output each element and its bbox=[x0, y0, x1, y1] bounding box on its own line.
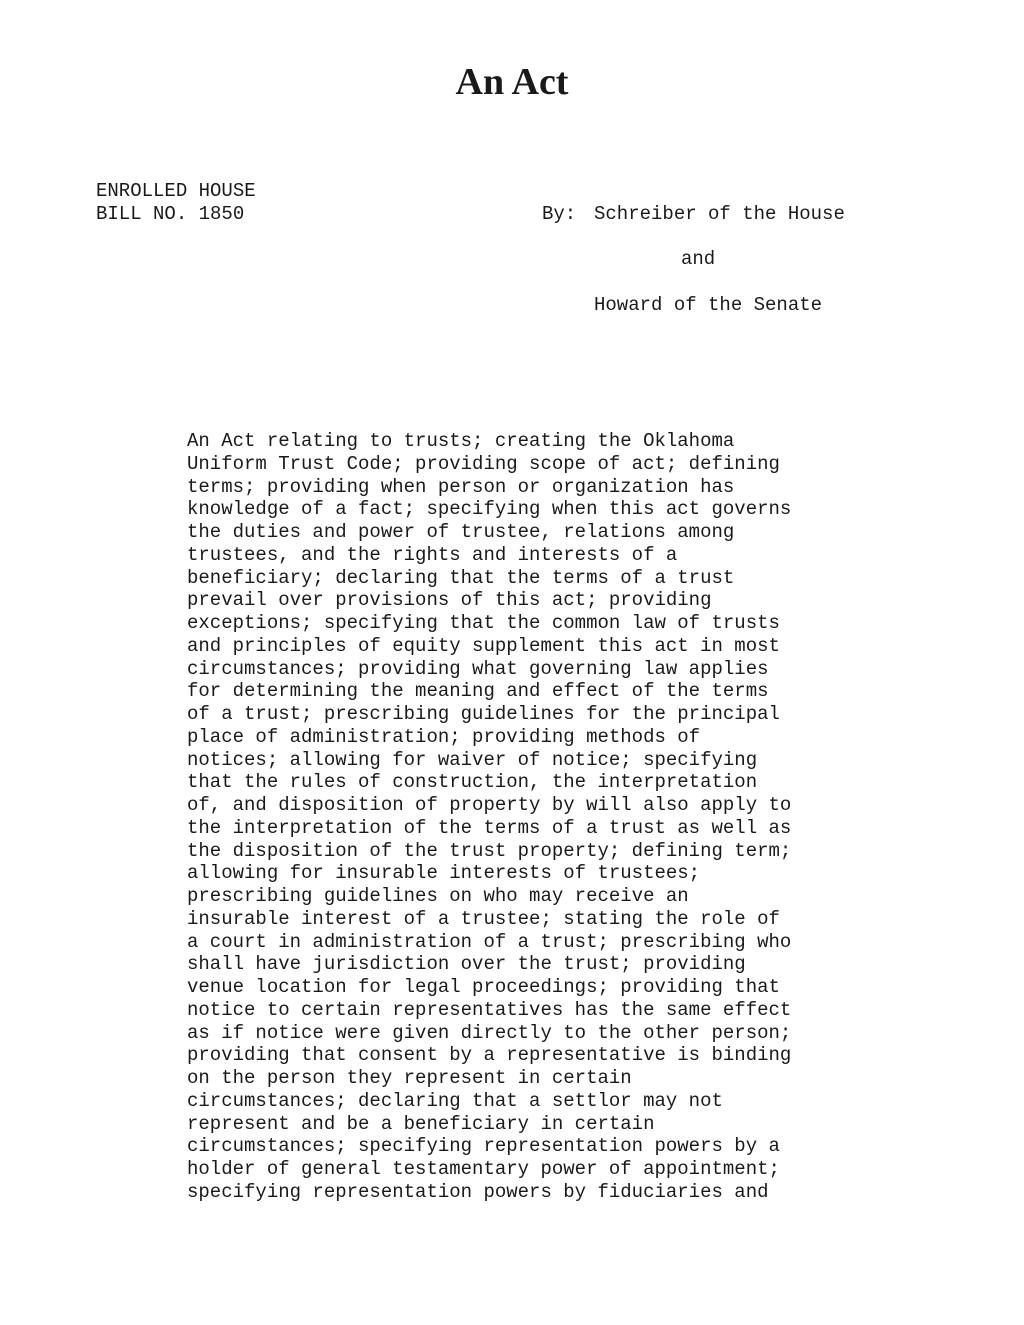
summary-line: An Act relating to trusts; creating the Oklahoma bbox=[187, 430, 735, 452]
by-label: By: bbox=[542, 203, 577, 225]
summary-line: the interpretation of the terms of a trust as well as bbox=[187, 816, 792, 839]
summary-line: insurable interest of a trustee; stating the role of bbox=[187, 907, 780, 930]
summary-line: knowledge of a fact; specifying when this act governs bbox=[187, 498, 792, 521]
summary-line: circumstances; declaring that a settlor may not bbox=[187, 1089, 723, 1112]
summary-line: holder of general testamentary power of appointment; bbox=[187, 1158, 780, 1180]
summary-line: of, and disposition of property by will also apply to bbox=[187, 794, 792, 816]
summary-line: for determining the meaning and effect of the terms bbox=[187, 680, 769, 703]
summary-line: providing that consent by a representative is binding bbox=[187, 1044, 792, 1067]
sponsor-senate: Howard of the Senate bbox=[594, 294, 823, 316]
summary-line: Uniform Trust Code; providing scope of act; defining bbox=[187, 452, 780, 475]
sponsor-conjunction: and bbox=[681, 248, 716, 270]
summary-line: specifying representation powers by fiduciaries and bbox=[187, 1180, 769, 1203]
document-title: An Act bbox=[455, 61, 569, 103]
summary-line: terms; providing when person or organization has bbox=[187, 475, 735, 498]
summary-line: trustees, and the rights and interests of a bbox=[187, 543, 678, 566]
summary-line: circumstances; providing what governing law applies bbox=[187, 657, 769, 680]
summary-line: place of administration; providing methods of bbox=[187, 725, 701, 748]
summary-line: allowing for insurable interests of trustees; bbox=[187, 862, 701, 885]
summary-line: shall have jurisdiction over the trust; providing bbox=[187, 953, 746, 976]
summary-line: venue location for legal proceedings; providing that bbox=[187, 976, 780, 998]
bill-line: ENROLLED HOUSE bbox=[96, 180, 256, 202]
summary-line: notices; allowing for waiver of notice; specifying bbox=[187, 748, 758, 771]
bill-identifier bbox=[96, 180, 256, 226]
act-summary bbox=[187, 430, 791, 1204]
summary-line: that the rules of construction, the interpretation bbox=[187, 771, 758, 794]
summary-line: circumstances; specifying representation powers by a bbox=[187, 1135, 780, 1158]
summary-line: of a trust; prescribing guidelines for the principal bbox=[187, 703, 780, 725]
summary-line: the disposition of the trust property; defining term; bbox=[187, 839, 792, 862]
summary-line: exceptions; specifying that the common law of trusts bbox=[187, 612, 780, 634]
summary-line: the duties and power of trustee, relations among bbox=[187, 521, 735, 543]
summary-line: prescribing guidelines on who may receive an bbox=[187, 885, 689, 907]
summary-line: notice to certain representatives has the same effect bbox=[187, 998, 792, 1021]
summary-line: represent and be a beneficiary in certain bbox=[187, 1112, 655, 1135]
summary-line: on the person they represent in certain bbox=[187, 1067, 632, 1089]
sponsor-house: Schreiber of the House bbox=[594, 203, 845, 225]
summary-line: a court in administration of a trust; prescribing who bbox=[187, 930, 792, 953]
summary-line: beneficiary; declaring that the terms of a trust bbox=[187, 566, 735, 589]
summary-line: as if notice were given directly to the other person; bbox=[187, 1021, 792, 1044]
bill-number: BILL NO. 1850 bbox=[96, 202, 245, 225]
summary-line: prevail over provisions of this act; providing bbox=[187, 589, 712, 612]
summary-line: and principles of equity supplement this act in most bbox=[187, 634, 780, 657]
